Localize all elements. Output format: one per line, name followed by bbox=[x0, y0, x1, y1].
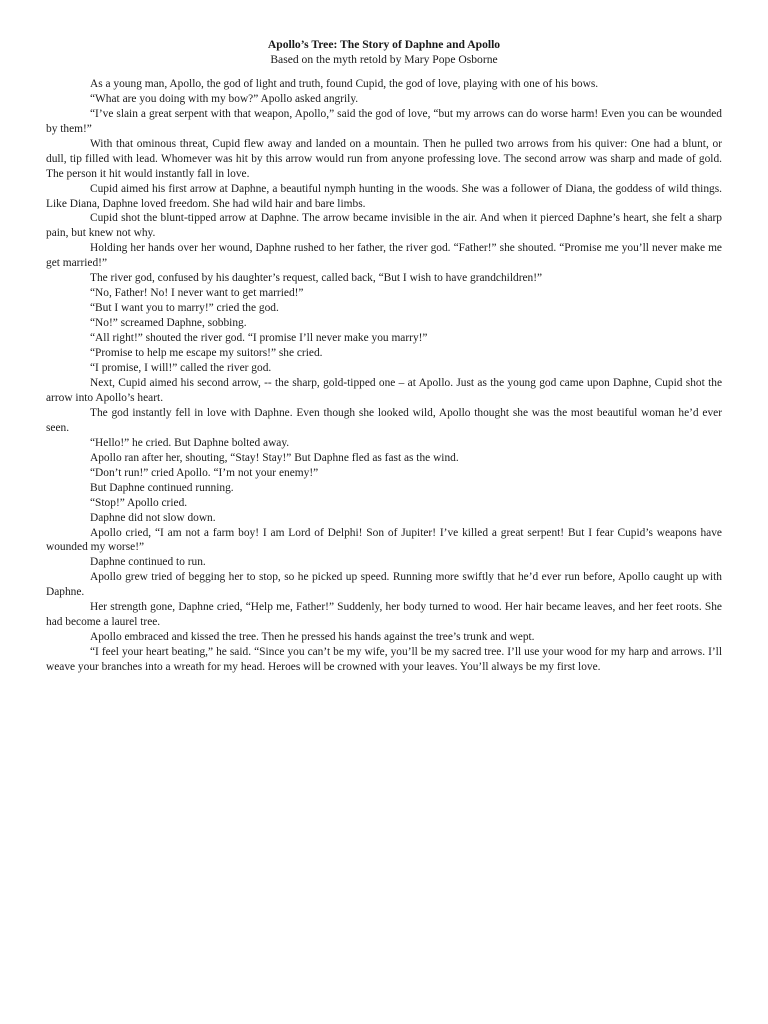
paragraph: The river god, confused by his daughter’s request, called back, “But I wish to have grandchildren!” bbox=[90, 272, 543, 285]
paragraph: “Promise to help me escape my suitors!” she cried. bbox=[90, 347, 323, 360]
paragraph: Cupid shot the blunt-tipped arrow at Daphne. The arrow became invisible in the air. And when it pierced Daphne’s heart, she felt a sharp pain, but knew not why. bbox=[46, 212, 722, 240]
paragraph: Apollo embraced and kissed the tree. Then he pressed his hands against the tree’s trunk and wept. bbox=[90, 631, 535, 644]
paragraph: Cupid aimed his first arrow at Daphne, a beautiful nymph hunting in the woods. She was a follower of Diana, the goddess of wild things. Like Diana, Daphne loved freedom. She had wild hair and bare limbs. bbox=[46, 182, 722, 210]
paragraph: “What are you doing with my bow?” Apollo asked angrily. bbox=[90, 92, 359, 105]
paragraph: “All right!” shouted the river god. “I promise I’ll never make you marry!” bbox=[90, 332, 428, 345]
paragraph: Apollo cried, “I am not a farm boy! I am Lord of Delphi! Son of Jupiter! I’ve killed a great serpent! But I fear Cupid’s weapons have wounded my worse!” bbox=[46, 526, 722, 554]
paragraph: Holding her hands over her wound, Daphne rushed to her father, the river god. “Father!” she shouted. “Promise me you’ll never make me get married!” bbox=[46, 242, 722, 270]
paragraph: “Stop!” Apollo cried. bbox=[90, 496, 188, 509]
paragraph: As a young man, Apollo, the god of light and truth, found Cupid, the god of love, playing with one of his bows. bbox=[90, 77, 599, 90]
paragraph: Daphne did not slow down. bbox=[90, 511, 216, 524]
paragraph: The god instantly fell in love with Daphne. Even though she looked wild, Apollo thought she was the most beautiful woman he’d ever seen. bbox=[46, 406, 722, 434]
paragraph: With that ominous threat, Cupid flew away and landed on a mountain. Then he pulled two arrows from his quiver: One had a blunt, or dull, tip filled with lead. Whomever was hit by this arrow would run from anyone professing love. The second arrow was sharp and made of gold. The person it hit would instantly fall in love. bbox=[46, 137, 722, 180]
paragraph: “No, Father! No! I never want to get married!” bbox=[90, 287, 304, 300]
document-page bbox=[46, 38, 722, 675]
document-subtitle: Based on the myth retold by Mary Pope Osborne bbox=[270, 52, 498, 66]
paragraph: “I’ve slain a great serpent with that weapon, Apollo,” said the god of love, “but my arrows can do worse harm! Even you can be wounded by them!” bbox=[46, 107, 722, 135]
paragraph: Next, Cupid aimed his second arrow, -- the sharp, gold-tipped one – at Apollo. Just as the young god came upon Daphne, Cupid shot the arrow into Apollo’s heart. bbox=[46, 376, 722, 404]
paragraph: “Hello!” he cried. But Daphne bolted away. bbox=[90, 436, 290, 449]
document-body bbox=[46, 77, 722, 675]
paragraph: Apollo grew tried of begging her to stop, so he picked up speed. Running more swiftly that he’d ever run before, Apollo caught up with Daphne. bbox=[46, 571, 722, 599]
paragraph: “No!” screamed Daphne, sobbing. bbox=[90, 317, 247, 330]
paragraph: “But I want you to marry!” cried the god. bbox=[90, 302, 279, 315]
paragraph: Her strength gone, Daphne cried, “Help me, Father!” Suddenly, her body turned to wood. Her hair became leaves, and her feet roots. She had become a laurel tree. bbox=[46, 601, 722, 629]
paragraph: But Daphne continued running. bbox=[90, 481, 234, 494]
paragraph: Apollo ran after her, shouting, “Stay! Stay!” But Daphne fled as fast as the wind. bbox=[90, 451, 459, 464]
document-title: Apollo’s Tree: The Story of Daphne and Apollo bbox=[267, 38, 501, 51]
paragraph: “I feel your heart beating,” he said. “Since you can’t be my wife, you’ll be my sacred tree. I’ll use your wood for my harp and arrows. I’ll weave your branches into a wreath for my head. Heroes will be crowned with your leaves. You’ll always be my first love. bbox=[46, 646, 722, 674]
paragraph: “I promise, I will!” called the river god. bbox=[90, 362, 272, 375]
paragraph: Daphne continued to run. bbox=[90, 556, 206, 569]
paragraph: “Don’t run!” cried Apollo. “I’m not your enemy!” bbox=[90, 466, 319, 479]
